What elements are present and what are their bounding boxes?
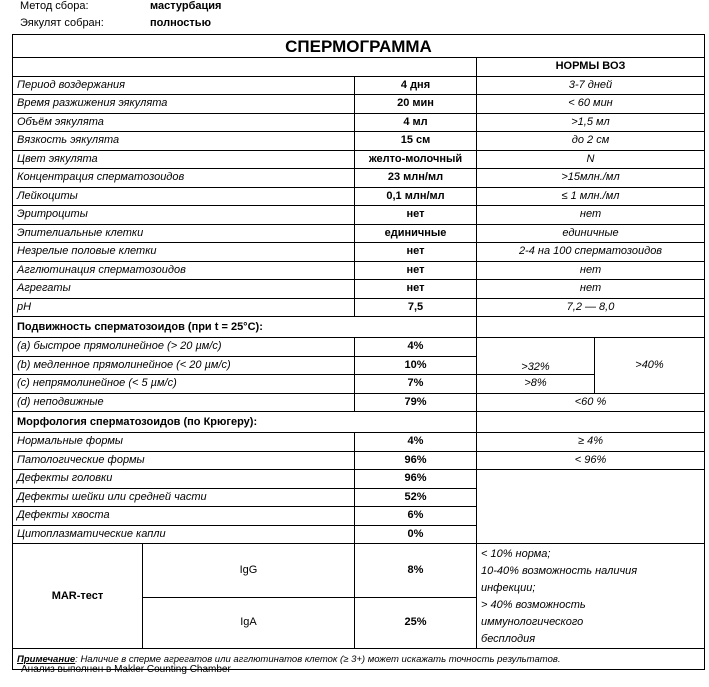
param-value: 7,5 xyxy=(355,298,477,317)
motility-value: 10% xyxy=(355,356,477,375)
footer-note: Анализ выполнен в Makler Counting Chamber xyxy=(21,664,231,675)
motility-value: 4% xyxy=(355,338,477,357)
header-blank xyxy=(13,58,477,77)
morphology-value: 0% xyxy=(355,525,477,544)
mar-norm-line: < 10% норма; xyxy=(481,548,551,560)
param-norm: нет xyxy=(477,261,705,280)
mar-iga-value: 25% xyxy=(355,597,477,648)
motility-value: 79% xyxy=(355,393,477,412)
param-value: единичные xyxy=(355,224,477,243)
motility-name: (b) медленное прямолинейное (< 20 µм/с) xyxy=(13,356,355,375)
param-value: 20 мин xyxy=(355,95,477,114)
mar-igg-label: IgG xyxy=(143,544,355,598)
table-row xyxy=(13,187,705,206)
section-row xyxy=(13,412,705,433)
morphology-norm-blank xyxy=(477,470,705,544)
table-row xyxy=(13,95,705,114)
motility-norm-c: >8% xyxy=(477,375,595,394)
param-norm: нет xyxy=(477,206,705,225)
param-name: Агглютинация сперматозоидов xyxy=(13,261,355,280)
motility-name: (c) непрямолинейное (< 5 µм/с) xyxy=(13,375,355,394)
table-row xyxy=(13,150,705,169)
param-norm: ≤ 1 млн./мл xyxy=(477,187,705,206)
table-row xyxy=(13,224,705,243)
param-value: желто-молочный xyxy=(355,150,477,169)
morphology-name: Нормальные формы xyxy=(13,433,355,452)
morphology-value: 96% xyxy=(355,451,477,470)
param-name: Вязкость эякулята xyxy=(13,132,355,151)
param-norm: единичные xyxy=(477,224,705,243)
param-norm: N xyxy=(477,150,705,169)
param-name: Лейкоциты xyxy=(13,187,355,206)
page-title: СПЕРМОГРАММА xyxy=(13,35,705,58)
note-label: Примечание xyxy=(17,653,76,665)
table-row xyxy=(13,113,705,132)
table-row xyxy=(13,132,705,151)
param-value: нет xyxy=(355,243,477,262)
mar-norm-line: иммунологического xyxy=(481,616,584,628)
mar-norm-line: 10-40% возможность наличия xyxy=(481,565,638,577)
param-name: Цвет эякулята xyxy=(13,150,355,169)
param-norm: >1,5 мл xyxy=(477,113,705,132)
table-row xyxy=(13,261,705,280)
table-row xyxy=(13,298,705,317)
mar-norm xyxy=(477,544,705,649)
morphology-value: 4% xyxy=(355,433,477,452)
param-value: нет xyxy=(355,280,477,299)
param-value: 0,1 млн/мл xyxy=(355,187,477,206)
param-value: нет xyxy=(355,206,477,225)
motility-norm-d: <60 % xyxy=(477,393,705,412)
param-norm: >15млн./мл xyxy=(477,169,705,188)
note-text: : Наличие в сперме агрегатов или агглютинатов клеток (≥ 3+) может искажать точность результатов. xyxy=(75,653,561,665)
table-row xyxy=(13,433,705,452)
table-row xyxy=(13,451,705,470)
param-value: 23 млн/мл xyxy=(355,169,477,188)
morphology-name: Цитоплазматические капли xyxy=(13,525,355,544)
norms-header: НОРМЫ ВОЗ xyxy=(477,58,705,77)
table-row xyxy=(13,470,705,489)
table-row xyxy=(13,243,705,262)
mar-iga-label: IgA xyxy=(143,597,355,648)
table-row xyxy=(13,338,705,357)
param-norm: 7,2 — 8,0 xyxy=(477,298,705,317)
param-name: pH xyxy=(13,298,355,317)
param-name: Время разжижения эякулята xyxy=(13,95,355,114)
mar-igg-value: 8% xyxy=(355,544,477,598)
mar-norm-line: инфекции; xyxy=(481,582,536,594)
motility-norm-abc: >40% xyxy=(595,338,705,394)
param-norm: < 60 мин xyxy=(477,95,705,114)
morphology-name: Дефекты шейки или средней части xyxy=(13,488,355,507)
table-row xyxy=(13,393,705,412)
mar-norm-line: бесплодия xyxy=(481,633,536,645)
table-row xyxy=(13,280,705,299)
morphology-norm: ≥ 4% xyxy=(477,433,705,452)
collection-method-value: мастурбация xyxy=(150,0,222,12)
param-name: Объём эякулята xyxy=(13,113,355,132)
motility-norm-ab: >32% xyxy=(477,338,595,375)
param-norm: 2-4 на 100 сперматозоидов xyxy=(477,243,705,262)
motility-value: 7% xyxy=(355,375,477,394)
morphology-name: Патологические формы xyxy=(13,451,355,470)
morphology-header-blank xyxy=(477,412,705,433)
param-name: Незрелые половые клетки xyxy=(13,243,355,262)
table-row xyxy=(13,76,705,95)
morphology-value: 52% xyxy=(355,488,477,507)
morphology-norm: < 96% xyxy=(477,451,705,470)
ejaculate-collected-value: полностью xyxy=(150,17,211,29)
collection-method-label: Метод сбора: xyxy=(20,0,89,12)
param-value: 4 дня xyxy=(355,76,477,95)
ejaculate-collected-label: Эякулят собран: xyxy=(20,17,104,29)
mar-norm-line: > 40% возможность xyxy=(481,599,586,611)
param-norm: нет xyxy=(477,280,705,299)
morphology-name: Дефекты хвоста xyxy=(13,507,355,526)
mar-test-label: MAR-тест xyxy=(13,544,143,649)
table-row xyxy=(13,206,705,225)
morphology-value: 6% xyxy=(355,507,477,526)
param-name: Период воздержания xyxy=(13,76,355,95)
table-row xyxy=(13,169,705,188)
spermogram-table xyxy=(12,34,705,670)
section-row xyxy=(13,317,705,338)
param-name: Эритроциты xyxy=(13,206,355,225)
param-value: нет xyxy=(355,261,477,280)
morphology-name: Дефекты головки xyxy=(13,470,355,489)
motility-header-blank xyxy=(477,317,705,338)
param-norm: 3-7 дней xyxy=(477,76,705,95)
morphology-value: 96% xyxy=(355,470,477,489)
param-name: Эпителиальные клетки xyxy=(13,224,355,243)
param-norm: до 2 см xyxy=(477,132,705,151)
param-value: 4 мл xyxy=(355,113,477,132)
motility-name: (d) неподвижные xyxy=(13,393,355,412)
morphology-header: Морфология сперматозоидов (по Крюгеру): xyxy=(13,412,477,433)
param-name: Агрегаты xyxy=(13,280,355,299)
param-name: Концентрация сперматозоидов xyxy=(13,169,355,188)
motility-header: Подвижность сперматозоидов (при t = 25°C): xyxy=(13,317,477,338)
param-value: 15 см xyxy=(355,132,477,151)
motility-name: (a) быстрое прямолинейное (> 20 µм/с) xyxy=(13,338,355,357)
mar-row-igg xyxy=(13,544,705,598)
